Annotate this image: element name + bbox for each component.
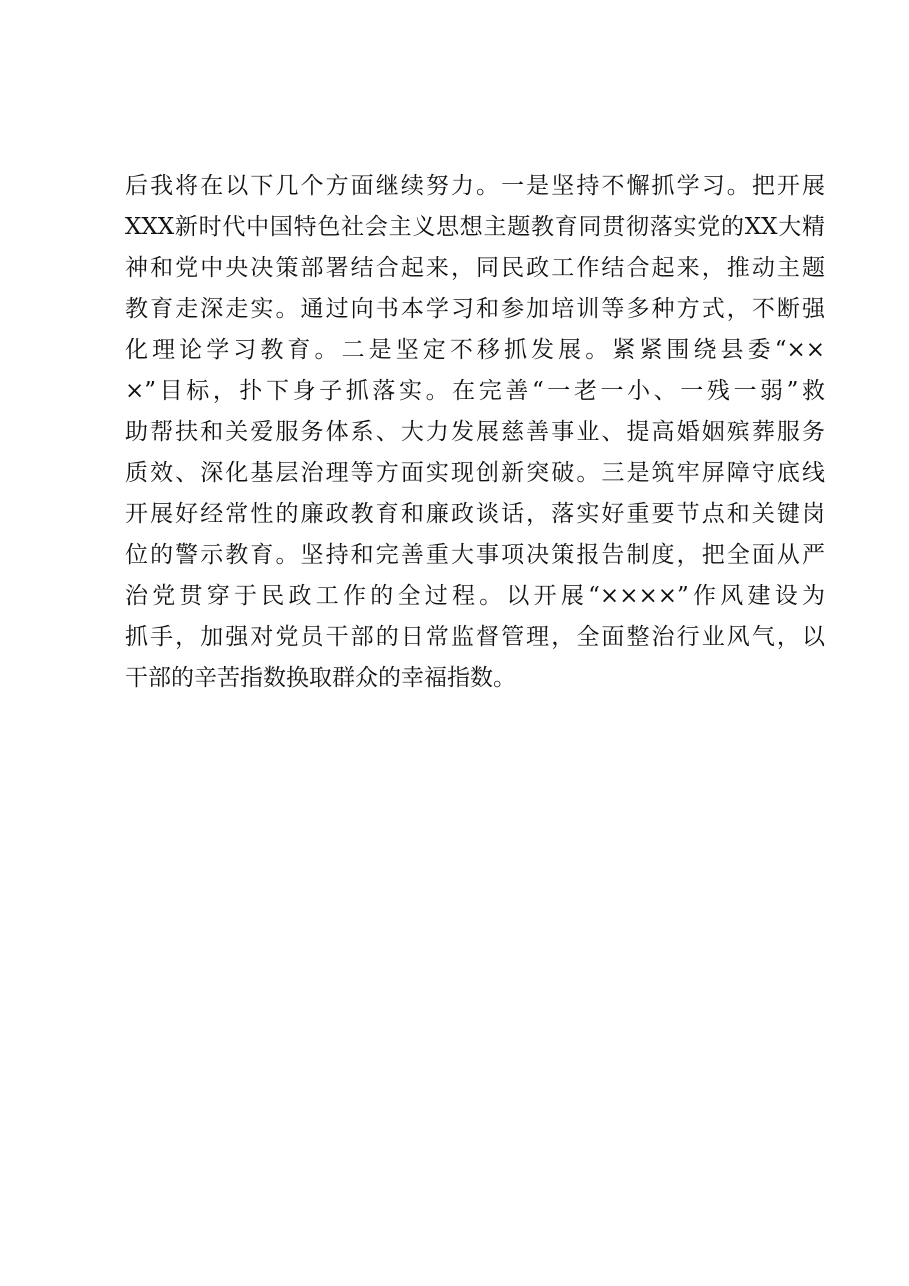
text-line: ×”目标，扑下身子抓落实。在完善“一老一小、一残一弱”救 [125,378,825,404]
text-line: 后我将在以下几个方面继续努力。一是坚持不懈抓学习。把开展 [125,173,825,199]
text-line: 教育走深走实。通过向书本学习和参加培训等多种方式，不断强 [125,296,825,322]
text-line: 抓手，加强对党员干部的日常监督管理，全面整治行业风气，以 [125,624,825,650]
text-line: 治党贯穿于民政工作的全过程。以开展“××××”作风建设为 [125,583,825,609]
text-line: 助帮扶和关爱服务体系、大力发展慈善事业、提高婚姻殡葬服务 [125,419,825,445]
text-line: 位的警示教育。坚持和完善重大事项决策报告制度，把全面从严 [125,542,825,568]
text-line: XXX新时代中国特色社会主义思想主题教育同贯彻落实党的XX大精 [125,214,825,240]
body-paragraph [125,166,825,699]
text-line: 质效、深化基层治理等方面实现创新突破。三是筑牢屏障守底线 [125,460,825,486]
text-line: 开展好经常性的廉政教育和廉政谈话，落实好重要节点和关键岗 [125,501,825,527]
text-line: 神和党中央决策部署结合起来，同民政工作结合起来，推动主题 [125,255,825,281]
text-line: 干部的辛苦指数换取群众的幸福指数。 [125,665,516,691]
text-line: 化理论学习教育。二是坚定不移抓发展。紧紧围绕县委“×× [125,337,825,363]
